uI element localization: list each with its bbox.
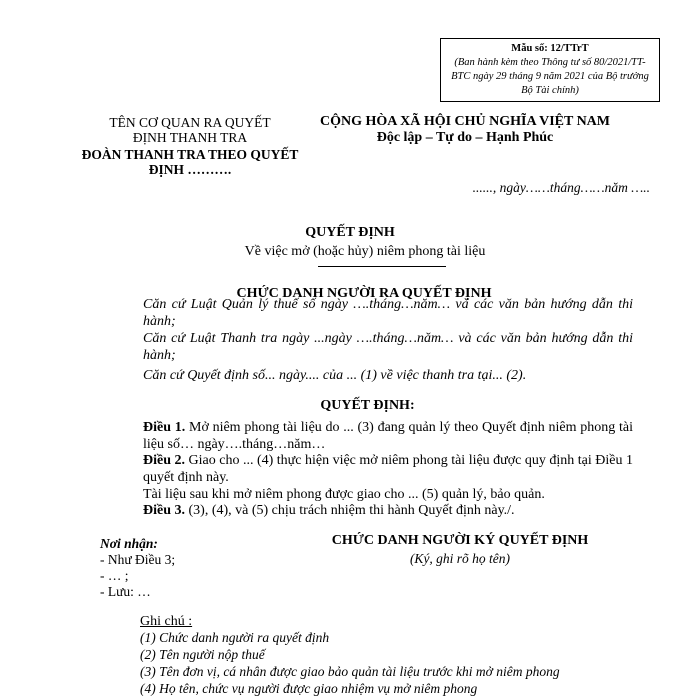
- article-3-label: Điều 3.: [143, 503, 185, 518]
- decision-heading: QUYẾT ĐỊNH:: [320, 398, 415, 413]
- national-motto: Độc lập – Tự do – Hạnh Phúc: [376, 130, 554, 145]
- document-title: QUYẾT ĐỊNH: [305, 225, 395, 240]
- legal-basis-1: Căn cứ Luật Quản lý thuế số ngày ….tháng…năm… và các văn bản hướng dẫn thi hành;: [143, 297, 633, 329]
- issuing-agency-name: TÊN CƠ QUAN RA QUYẾT ĐỊNH THANH TRA: [109, 115, 271, 145]
- article-3: [100, 502, 633, 519]
- article-2-text: Giao cho ... (4) thực hiện việc mở niêm phong tài liệu được quy định tại Điều 1 quyết định này.: [143, 453, 633, 485]
- article-2-extra: Tài liệu sau khi mở niêm phong được giao cho ... (5) quản lý, bảo quản.: [143, 487, 545, 502]
- notes-label: Ghi chú :: [140, 614, 193, 629]
- article-1-label: Điều 1.: [143, 420, 186, 435]
- recipient-item: - Như Điều 3;: [100, 552, 176, 567]
- recipients-label: Nơi nhận:: [100, 536, 158, 551]
- note-item: (3) Tên đơn vị, cá nhân được giao bảo quản tài liệu trước khi mở niêm phong: [140, 664, 560, 679]
- recipient-item: - Lưu: …: [100, 584, 151, 599]
- signer-note: (Ký, ghi rõ họ tên): [409, 551, 511, 566]
- document-subtitle: Về việc mở (hoặc hủy) niêm phong tài liệu: [244, 244, 486, 259]
- recipient-item: - … ;: [100, 568, 129, 583]
- subtitle-underline: [318, 266, 446, 267]
- note-item: (2) Tên người nộp thuế: [140, 647, 265, 662]
- note-item: (1) Chức danh người ra quyết định: [140, 630, 330, 645]
- form-issuance-note: (Ban hành kèm theo Thông tư số 80/2021/TT-BTC ngày 29 tháng 9 năm 2021 của Bộ trưởng Bộ Tài chính): [451, 57, 649, 96]
- signer-title: CHỨC DANH NGƯỜI KÝ QUYẾT ĐỊNH: [331, 533, 589, 548]
- article-2-label: Điều 2.: [143, 453, 186, 468]
- legal-basis-3: Căn cứ Quyết định số... ngày.... của ... (1) về việc thanh tra tại... (2).: [143, 368, 527, 383]
- article-2: [100, 452, 633, 486]
- form-number-box: [440, 38, 660, 102]
- article-1-text: Mở niêm phong tài liệu do ... (3) đang quản lý theo Quyết định niêm phong tài liệu số… ngày….tháng…năm…: [143, 420, 634, 452]
- national-title: CỘNG HÒA XÃ HỘI CHỦ NGHĨA VIỆT NAM: [319, 114, 610, 129]
- note-item: (4) Họ tên, chức vụ người được giao nhiệm vụ mở niêm phong: [140, 681, 478, 696]
- date-line: ......, ngày……tháng……năm …..: [472, 180, 650, 195]
- article-3-text: (3), (4), và (5) chịu trách nhiệm thi hành Quyết định này./.: [185, 503, 515, 518]
- legal-basis-2: Căn cứ Luật Thanh tra ngày ...ngày ….tháng…năm… và các văn bản hướng dẫn thi hành;: [143, 331, 633, 363]
- article-1: [100, 419, 633, 453]
- form-number: Mẫu số: 12/TTrT: [511, 43, 589, 54]
- inspection-team-name: ĐOÀN THANH TRA THEO QUYẾT ĐỊNH ……….: [81, 147, 299, 177]
- authority-title: CHỨC DANH NGƯỜI RA QUYẾT ĐỊNH: [236, 286, 492, 301]
